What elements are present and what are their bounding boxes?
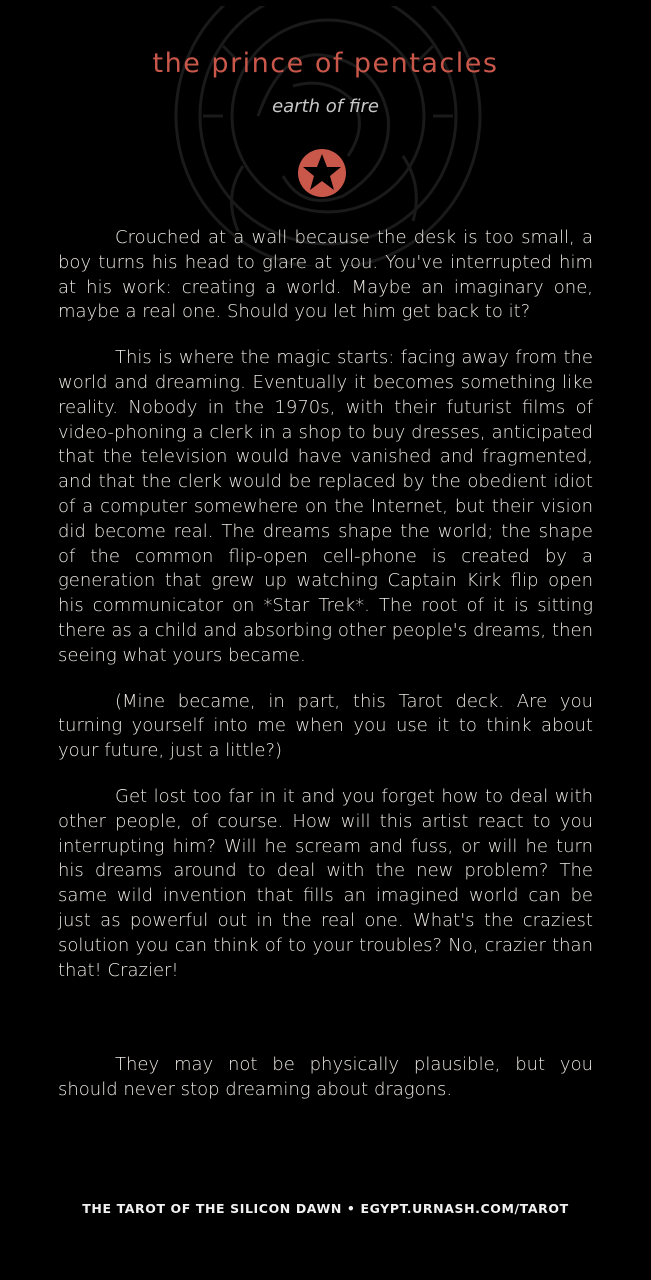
card-subtitle: earth of fire [272, 96, 379, 117]
pentacle-icon [297, 148, 347, 198]
footer-credit: THE TAROT OF THE SILICON DAWN • EGYPT.URNASH.COM/TAROT [82, 1201, 569, 1216]
description-paragraph: Get lost too far in it and you forget how to deal with other people, of course. How will this artist react to you interrupting him? Will he scream and fuss, or will he turn his dreams around to deal with the new problem? The same wild invention that fills an imagined world can be just as powerful out in the real one. What's the craziest solution you can think of to your troubles? No, crazier than that! Crazier! [58, 785, 593, 981]
description-paragraph: They may not be physically plausible, but you should never stop dreaming about dragons. [58, 1054, 593, 1101]
description-paragraph: Crouched at a wall because the desk is too small, a boy turns his head to glare at you. You've interrupted him at his work: creating a world. Maybe an imaginary one, maybe a real one. Should you let him get back to it? [58, 227, 593, 323]
card-title: the prince of pentacles [152, 48, 499, 79]
card-description [58, 226, 593, 1124]
description-paragraph: This is where the magic starts: facing away from the world and dreaming. Eventually it becomes something like reality. Nobody in the 1970s, with their futurist films of video-phoning a clerk in a shop to buy dresses, anticipated that the television would have vanished and fragmented, and that the clerk would be replaced by the obedient idiot of a computer somewhere on the Internet, but their vision did become real. The dreams shape the world; the shape of the common flip-open cell-phone is created by a generation that grew up watching Captain Kirk flip open his communicator on *Star Trek*. The root of it is sitting there as a child and absorbing other people's dreams, then seeing what yours became. [58, 347, 593, 666]
description-paragraph: (Mine became, in part, this Tarot deck. Are you turning yourself into me when you use it to think about your future, just a little?) [58, 690, 593, 762]
